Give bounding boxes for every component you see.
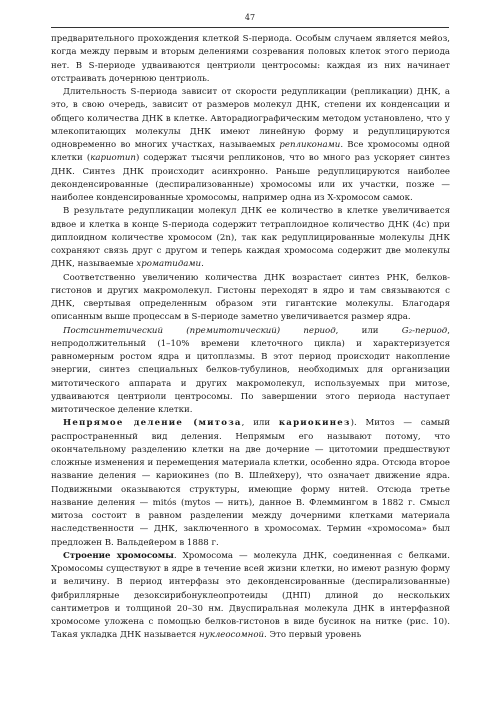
text-spaced: Непрямое деление (митоза (63, 418, 242, 429)
text-ital: репликонами (279, 140, 341, 150)
text-spaced: кариокинез (278, 418, 351, 429)
page-number: 47 (244, 13, 256, 22)
text-run: , или (241, 418, 279, 429)
text-run: . Все хромосомы одной клетки ( (51, 140, 450, 164)
text-ital: кариотип (90, 153, 136, 164)
text-run: . Это первый уровень (264, 630, 362, 641)
text-run: Длительность S-периода зависит от скорости редупликации (репликации) ДНК, а это, в свою очередь, зависит от размеров молекул ДНК, степени их конденсации и общего количества ДНК в клетке. Авторадиографическим методом установлено, что у млекопитающих молекулы ДНК имеют линейную форму и редуплицируются одновременно во многих участках, называемых (51, 87, 450, 150)
text-run: предварительного прохождения клеткой S-периода. Особым случаем является мейоз, когда между первым и вторым делениями созревания половых клеток этого периода нет. В S-периоде удваиваются центриоли центросомы: каждая из них начинает отстраивать дочернюю центриоль. (51, 34, 450, 84)
text-run: , непродолжительный (1–10% времени клеточного цикла) и характеризуется равномерным ростом ядра и цитоплазмы. В этот период происходит накопление энергии, синтез специальных белков-тубулинов, необходимых для организации митотического аппарата и других макромолекул, используемых при митозе, удваиваются центриоли центросомы. По завершении этого периода наступает митотическое деление клетки. (51, 325, 450, 415)
text-ital: хроматидами (136, 259, 202, 270)
text-run: В результате редупликации молекул ДНК ее количество в клетке увеличивается вдвое и клетка в конце S-периода содержит тетраплоидное количество ДНК (4с) при диплоидном количестве хромосом (2n), так как редуплицированные молекулы ДНК сохраняют связь друг с другом и теперь каждая хромосома содержит две молекулы ДНК, называемые (51, 206, 450, 270)
paragraph (51, 272, 450, 325)
paragraph (51, 550, 450, 643)
text-run: , или (335, 325, 402, 336)
header-rule (51, 27, 449, 28)
paragraph (51, 417, 450, 550)
text-run: . Хромосома — молекула ДНК, соединенная с белками. Хромосомы существуют в ядре в течение всей жизни клетки, но имеют разную форму и величину. В период интерфазы это деконденсированные (деспирализованные) фибриллярные дезоксирибонуклеопротеиды (ДНП) длиной до нескольких сантиметров и толщиной 20–30 нм. Двуспиральная молекула ДНК в интерфазной хромосоме уложена с помощью белков-гистонов в виде бусинок на нитке (рис. 10). Такая укладка ДНК называется (51, 550, 450, 641)
text-bold: Строение хромосомы (63, 550, 174, 561)
text-ital: G₂-период (401, 325, 448, 336)
paragraph (51, 205, 450, 271)
paragraph (51, 33, 450, 86)
text-run: ) содержат тысячи репликонов, что во много раз ускоряет синтез ДНК. Синтез ДНК происходит асинхронно. Раньше редуплицируются наиболее деконденсированные (деспирализованные) хромосомы или их участки, позже — наиболее конденсированные хромосомы, например одна из X-хромосом самок. (51, 153, 450, 203)
paragraph (51, 86, 450, 205)
paragraph (51, 325, 450, 418)
body-text (51, 33, 450, 643)
text-run: . (201, 259, 204, 270)
text-run: ). Митоз — самый распространенный вид деления. Непрямым его называют потому, что окончательному разделению клетки на две дочерние — цитотомии предшествуют сложные изменения и перемещения материала клетки, особенно ядра. Отсюда второе название деления — кариокинез (по В. Шлейхеру), что означает движение ядра. Подвижными оказываются структуры, имеющие форму нитей. Отсюда третье название деления — mitós (mytos — нить), данное В. Флеммингом в 1882 г. Смысл митоза состоит в равном разделении между дочерними клетками материала наследственности — ДНК, заключенного в хромосомах. Термин «хромосома» был предложен В. Вальдейером в 1888 г. (51, 418, 450, 548)
text-run: Соответственно увеличению количества ДНК возрастает синтез РНК, белков-гистонов и других макромолекул. Гистоны переходят в ядро и там связываются с ДНК, свертывая определенным образом эти гигантские молекулы. Благодаря описанным выше процессам в S-периоде заметно увеличивается размер ядра. (51, 272, 450, 323)
text-ital: Постсинтетический (премитотический) период (63, 325, 336, 336)
text-ital: нуклеосомной (199, 630, 265, 641)
